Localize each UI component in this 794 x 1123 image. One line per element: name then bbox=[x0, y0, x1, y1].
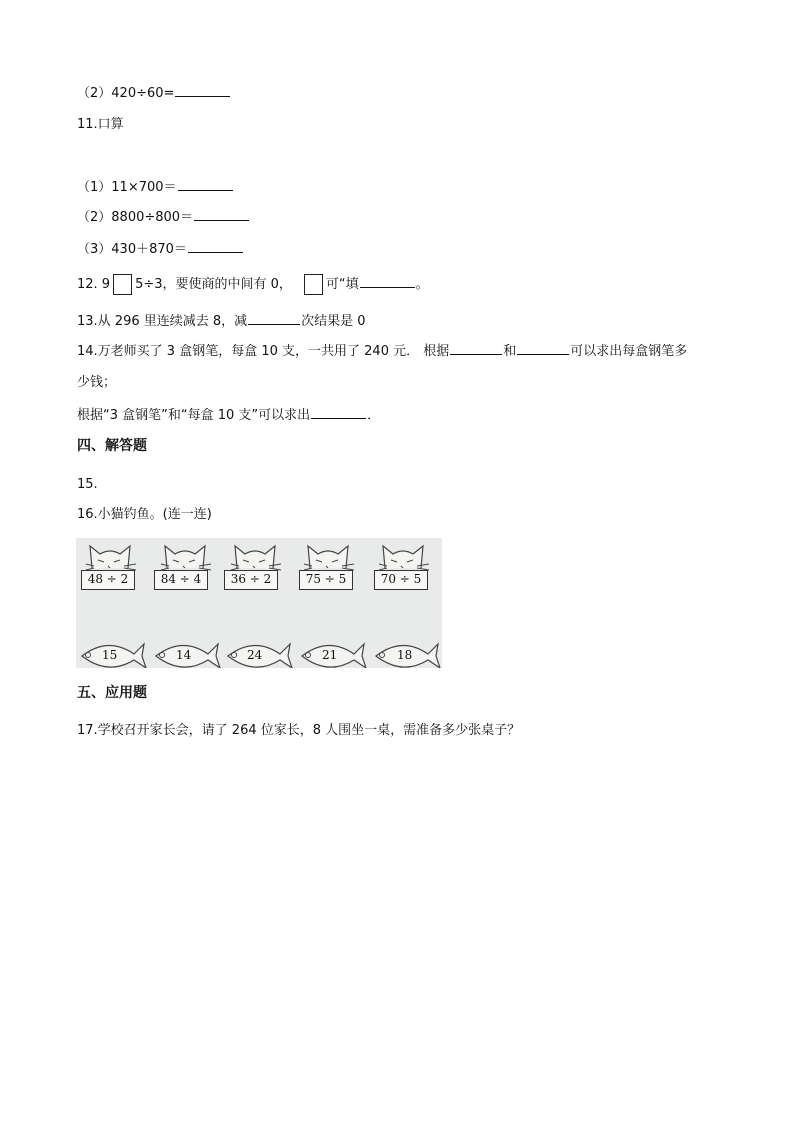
q13 bbox=[77, 312, 366, 331]
q11-part1-text: （1）11×700＝ bbox=[77, 180, 177, 195]
answer-blank[interactable] bbox=[178, 178, 233, 191]
q11-part3-text: （3）430＋870＝ bbox=[77, 242, 187, 257]
answer-blank[interactable] bbox=[194, 208, 249, 221]
section-four-heading: 四、解答题 bbox=[77, 438, 147, 454]
q14-line3 bbox=[77, 406, 380, 425]
q14 bbox=[77, 342, 687, 361]
q10-part2 bbox=[77, 84, 231, 103]
q12 bbox=[77, 274, 429, 296]
cat-fish-matching-figure bbox=[76, 538, 442, 668]
q14-cont: 少钱； bbox=[77, 375, 117, 390]
fish-number[interactable]: 15 bbox=[102, 648, 118, 662]
answer-blank[interactable] bbox=[248, 312, 300, 325]
q12-text-a: 12. 9 bbox=[77, 277, 111, 292]
answer-blank[interactable] bbox=[360, 275, 415, 288]
q13-text-b: 次结果是 0 bbox=[301, 314, 366, 329]
answer-blank[interactable] bbox=[175, 84, 230, 97]
fish-number[interactable]: 24 bbox=[247, 648, 263, 662]
q13-text-a: 13.从 296 里连续减去 8，减 bbox=[77, 314, 248, 329]
cat-icon bbox=[379, 546, 429, 570]
q12-text-d: 。 bbox=[415, 277, 429, 292]
q11-part2-text: （2）8800÷800＝ bbox=[77, 210, 194, 225]
section-five-heading: 五、应用题 bbox=[77, 685, 147, 701]
q17: 17.学校召开家长会，请了 264 位家长，8 人围坐一桌，需准备多少张桌子？ bbox=[77, 723, 521, 738]
cat-expression-box[interactable]: 70 ÷ 5 bbox=[374, 570, 428, 590]
q11-part1 bbox=[77, 178, 234, 197]
q14-text-e: 根据“3 盒钢笔”和“每盒 10 支”可以求出 bbox=[77, 408, 311, 423]
q15: 15. bbox=[77, 477, 98, 492]
q14-text-a: 14.万老师买了 3 盒钢笔，每盒 10 支，一共用了 240 元． 根据 bbox=[77, 344, 450, 359]
q11-part2 bbox=[77, 208, 250, 227]
fish-number[interactable]: 18 bbox=[397, 648, 413, 662]
answer-box[interactable] bbox=[113, 274, 132, 295]
answer-blank[interactable] bbox=[517, 342, 569, 355]
cat-expression-box[interactable]: 75 ÷ 5 bbox=[299, 570, 353, 590]
q11-part3 bbox=[77, 240, 244, 259]
q11-title: 11.口算 bbox=[77, 117, 124, 132]
q12-text-b: 5÷3，要使商的中间有 0， bbox=[135, 277, 292, 292]
q10-part2-text: （2）420÷60= bbox=[77, 86, 175, 101]
answer-blank[interactable] bbox=[188, 240, 243, 253]
answer-box[interactable] bbox=[304, 274, 323, 295]
answer-blank[interactable] bbox=[311, 406, 366, 419]
cat-expression-box[interactable]: 84 ÷ 4 bbox=[154, 570, 208, 590]
cat-icon bbox=[86, 546, 136, 570]
fish-number[interactable]: 14 bbox=[176, 648, 192, 662]
q16: 16.小猫钓鱼。(连一连) bbox=[77, 507, 212, 522]
fish-number[interactable]: 21 bbox=[322, 648, 338, 662]
answer-blank[interactable] bbox=[450, 342, 502, 355]
cat-expression-box[interactable]: 36 ÷ 2 bbox=[224, 570, 278, 590]
cat-icon bbox=[231, 546, 281, 570]
cat-icon bbox=[304, 546, 354, 570]
cat-expression-box[interactable]: 48 ÷ 2 bbox=[81, 570, 135, 590]
q12-text-c: 可“填 bbox=[325, 277, 359, 292]
q14-text-f: ． bbox=[367, 408, 381, 423]
q14-text-b: 和 bbox=[503, 344, 517, 359]
q14-text-c: 可以求出每盒钢笔多 bbox=[570, 344, 688, 359]
cat-icon bbox=[161, 546, 211, 570]
